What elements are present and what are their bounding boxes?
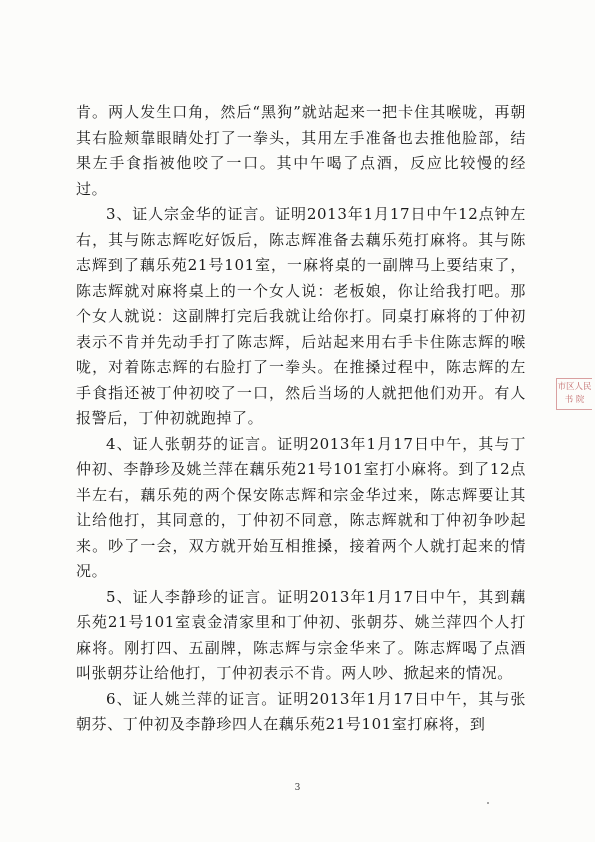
paragraph-witness-6: 6、证人姚兰萍的证言。证明2013年1月17日中午，其与张朝芬、丁仲初及李静珍四人在藕乐苑21号101室打麻将，到 (76, 689, 526, 733)
stamp-line-2: 书 院 (564, 395, 585, 405)
stamp-line-1: 市区人民 (557, 382, 592, 392)
paragraph-witness-3: 3、证人宗金华的证言。证明2013年1月17日中午12点钟左右，其与陈志辉吃好饭后，陈志辉准备去藕乐苑打麻将。其与陈志辉到了藕乐苑21号101室，一麻将桌的一副牌马上要结束了，陈志辉就对麻将桌上的一个女人说：老板娘，你让给我打吧。那个女人就说：这副牌打完后我就让给你打。同桌打麻将的丁仲初表示不肯并先动手打了陈志辉，后站起来用右手卡住陈志辉的喉咙，对着陈志辉的右脸打了一拳头。在推搡过程中，陈志辉的左手食指还被丁仲初咬了一口，然后当场的人就把他们劝开。有人报警后，丁仲初就跑掉了。 (76, 205, 526, 427)
scan-speck (487, 802, 489, 804)
paragraph-witness-4: 4、证人张朝芬的证言。证明2013年1月17日中午，其与丁仲初、李静珍及姚兰萍在藕乐苑21号101室打小麻将。到了12点半左右，藕乐苑的两个保安陈志辉和宗金华过来，陈志辉要让其让给他打，其同意的，丁仲初不同意，陈志辉就和丁仲初争吵起来。吵了一会，双方就开始互相推搡，接着两个人就打起来的情况。 (76, 434, 526, 580)
page-number: 3 (294, 783, 301, 793)
document-body (76, 100, 526, 738)
court-seal-stamp (556, 378, 592, 410)
paragraph-continuation: 肯。两人发生口角，然后“黑狗”就站起来一把卡住其喉咙，再朝其右脸颊靠眼睛处打了一拳头，其用左手准备也去推他脸部，结果左手食指被他咬了一口。其中午喝了点酒，反应比较慢的经过。 (76, 103, 526, 198)
paragraph-witness-5: 5、证人李静珍的证言。证明2013年1月17日中午，其到藕乐苑21号101室袁金清家里和丁仲初、张朝芬、姚兰萍四个人打麻将。刚打四、五副牌，陈志辉与宗金华来了。陈志辉喝了点酒叫张朝芬让给他打，丁仲初表示不肯。两人吵、掀起来的情况。 (76, 587, 526, 682)
